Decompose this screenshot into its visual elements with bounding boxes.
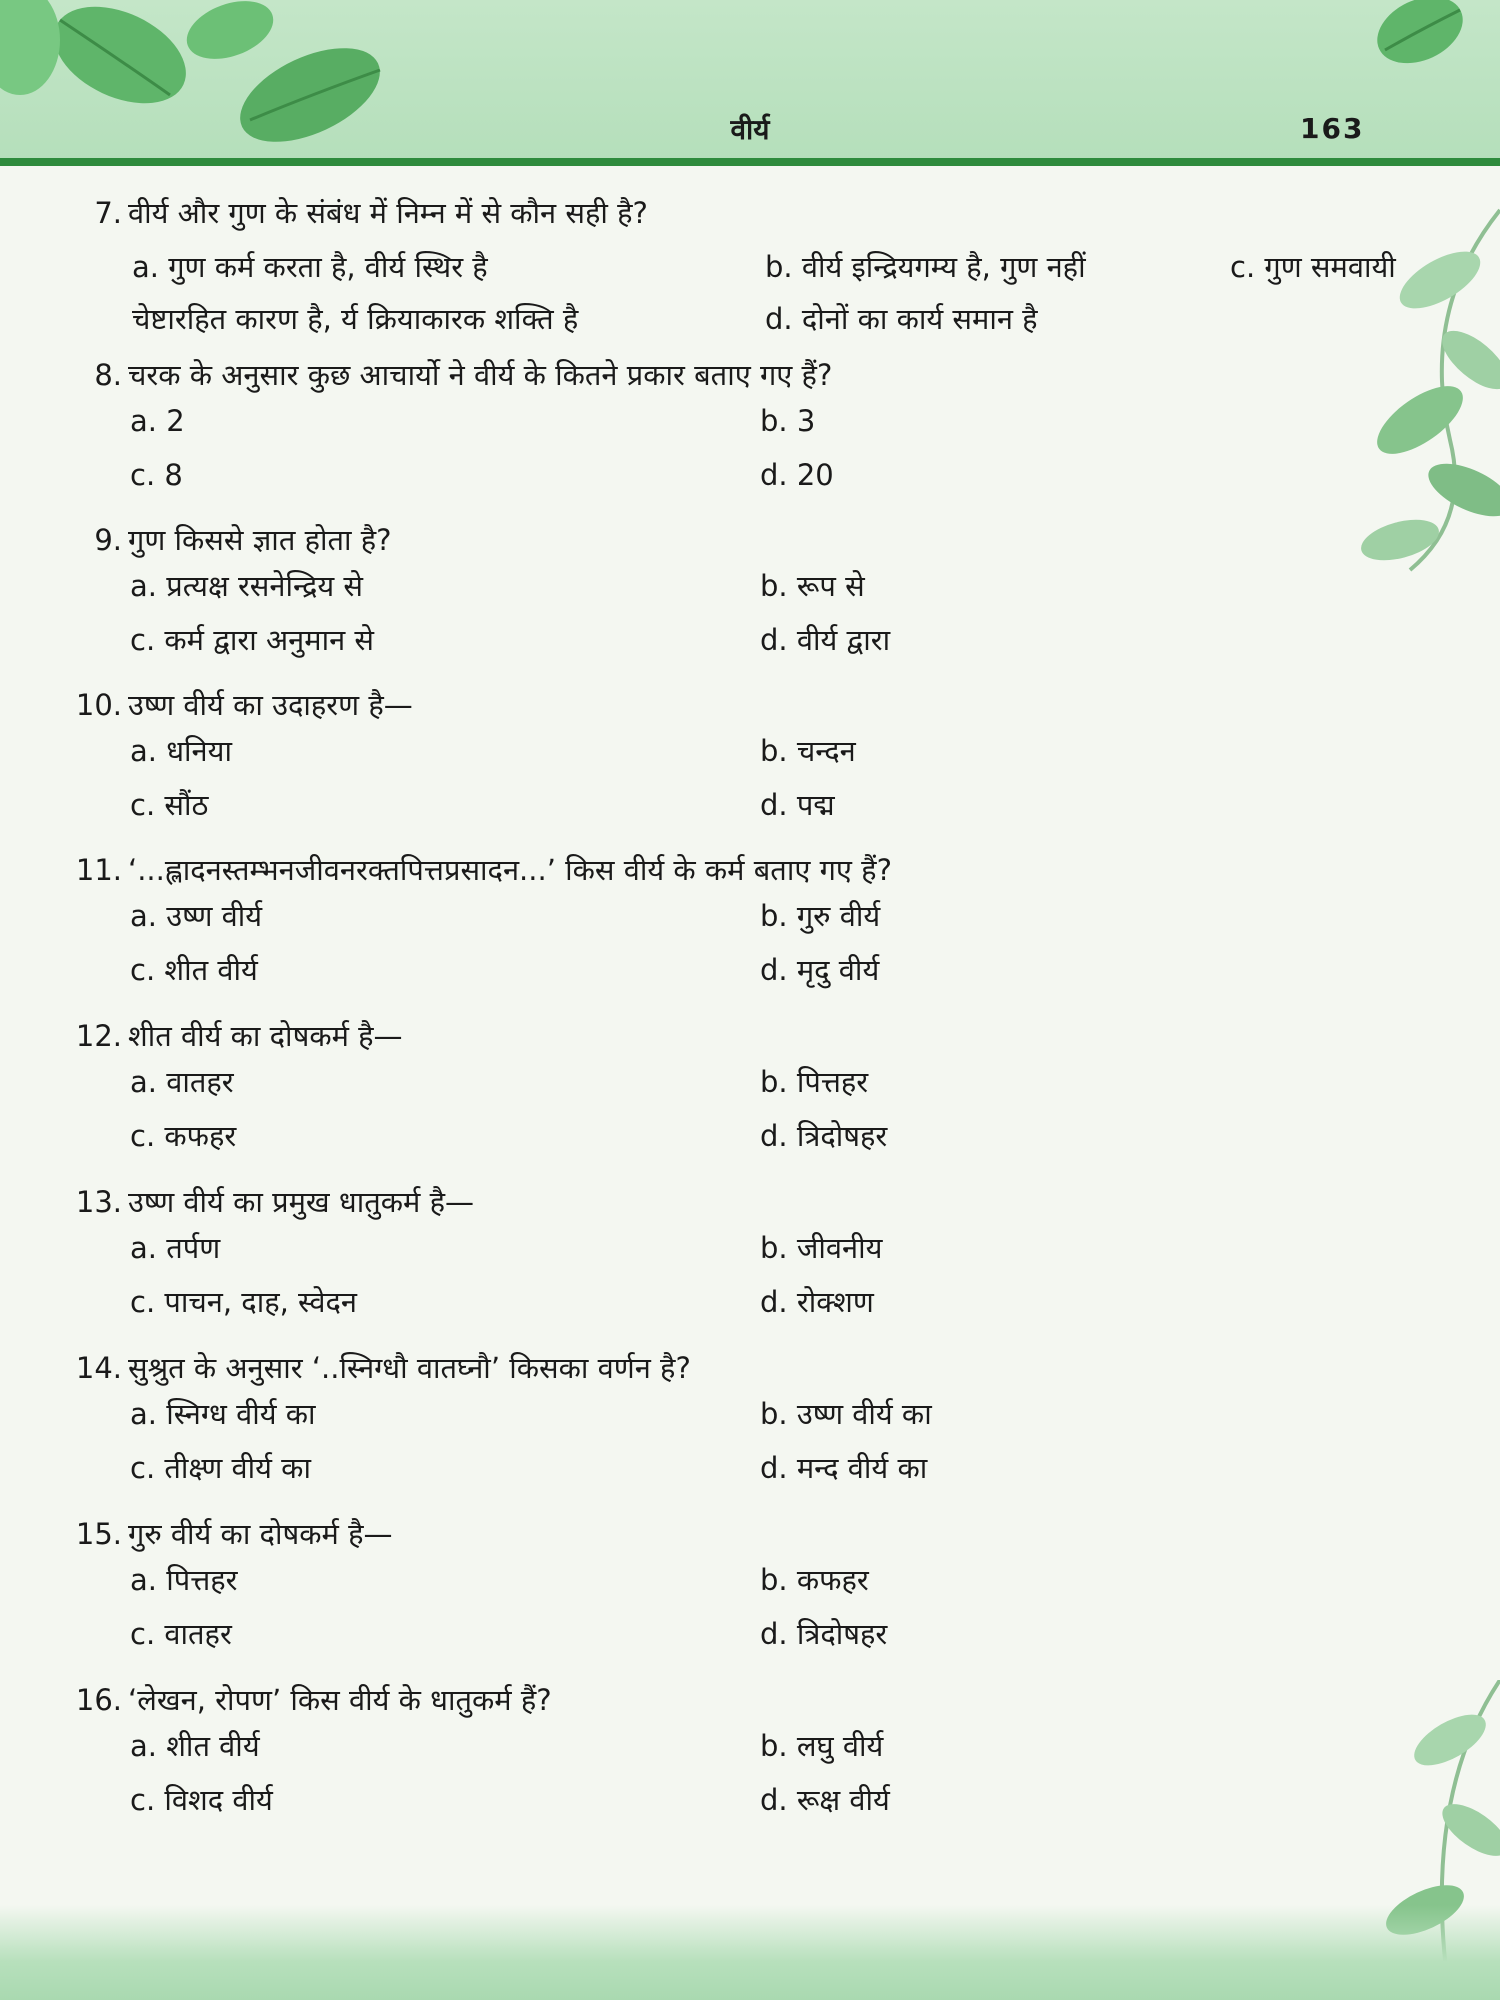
option-a: a. स्निग्ध वीर्य का — [130, 1397, 316, 1431]
option-b: b. गुरु वीर्य — [760, 899, 881, 933]
option-b: b. 3 — [760, 404, 816, 438]
option-d: d. पद्म — [760, 788, 835, 822]
option-a: a. शीत वीर्य — [130, 1729, 260, 1763]
question-text: सुश्रुत के अनुसार ‘..स्निग्धौ वातघ्नौ’ किसका वर्णन है? — [128, 1351, 691, 1385]
question-10 — [60, 685, 1390, 835]
option-c: c. विशद वीर्य — [130, 1783, 273, 1817]
question-number: 11. — [75, 853, 122, 887]
option-a: a. प्रत्यक्ष रसनेन्द्रिय से — [130, 569, 364, 603]
header-divider — [0, 158, 1500, 166]
option-b: b. लघु वीर्य — [760, 1729, 884, 1763]
question-number: 8. — [94, 358, 122, 392]
leaf-decoration-icon — [1360, 0, 1500, 80]
option-d: d. दोनों का कार्य समान है — [765, 302, 1038, 336]
option-a: a. उष्ण वीर्य — [130, 899, 263, 933]
question-number: 15. — [75, 1517, 122, 1551]
question-7 — [60, 193, 1396, 343]
question-8 — [60, 355, 1390, 505]
question-number: 13. — [75, 1185, 122, 1219]
question-number: 10. — [75, 688, 122, 722]
question-text: ‘...ह्लादनस्तम्भनजीवनरक्तपित्तप्रसादन...’ किस वीर्य के कर्म बताए गए हैं? — [128, 853, 892, 887]
option-d: d. 20 — [760, 458, 834, 492]
question-13 — [60, 1182, 1390, 1332]
question-text: उष्ण वीर्य का उदाहरण है— — [128, 688, 413, 722]
question-16 — [60, 1680, 1390, 1830]
option-a: a. 2 — [130, 404, 185, 438]
question-text: वीर्य और गुण के संबंध में निम्न में से कौन सही है? — [128, 196, 648, 230]
question-number: 9. — [94, 523, 122, 557]
option-c: c. गुण समवायी — [1230, 250, 1396, 284]
option-b: b. पित्तहर — [760, 1065, 869, 1099]
option-a: a. पित्तहर — [130, 1563, 238, 1597]
option-b: b. रूप से — [760, 569, 865, 603]
option-c: c. 8 — [130, 458, 183, 492]
option-b: b. जीवनीय — [760, 1231, 883, 1265]
question-text: उष्ण वीर्य का प्रमुख धातुकर्म है— — [128, 1185, 474, 1219]
option-a: a. वातहर — [130, 1065, 234, 1099]
option-c: c. शीत वीर्य — [130, 953, 258, 987]
option-c: c. तीक्ष्ण वीर्य का — [130, 1451, 311, 1485]
option-c: c. सौंठ — [130, 788, 209, 822]
question-number: 7. — [94, 196, 122, 230]
option-a: a. धनिया — [130, 734, 232, 768]
option-d: d. रूक्ष वीर्य — [760, 1783, 890, 1817]
option-c: c. पाचन, दाह, स्वेदन — [130, 1285, 357, 1319]
option-d: d. मृदु वीर्य — [760, 953, 880, 987]
question-number: 16. — [75, 1683, 122, 1717]
question-text: ‘लेखन, रोपण’ किस वीर्य के धातुकर्म हैं? — [128, 1683, 552, 1717]
question-12 — [60, 1016, 1390, 1166]
question-9 — [60, 520, 1390, 670]
chapter-title: वीर्य — [730, 113, 770, 146]
question-text: गुरु वीर्य का दोषकर्म है— — [128, 1517, 393, 1551]
question-15 — [60, 1514, 1390, 1664]
option-d: d. मन्द वीर्य का — [760, 1451, 928, 1485]
question-text: चरक के अनुसार कुछ आचार्यो ने वीर्य के कितने प्रकार बताए गए हैं? — [128, 358, 833, 392]
option-c-continued: चेष्टारहित कारण है, र्य क्रियाकारक शक्ति है — [132, 302, 579, 336]
option-d: d. त्रिदोषहर — [760, 1617, 888, 1651]
page-footer-band — [0, 1905, 1500, 2000]
question-text: शीत वीर्य का दोषकर्म है— — [128, 1019, 403, 1053]
page-number: 163 — [1300, 112, 1365, 145]
question-number: 14. — [75, 1351, 122, 1385]
question-11 — [60, 850, 1390, 1000]
question-14 — [60, 1348, 1390, 1498]
option-c: c. कफहर — [130, 1119, 237, 1153]
option-d: d. त्रिदोषहर — [760, 1119, 888, 1153]
option-c: c. कर्म द्वारा अनुमान से — [130, 623, 375, 657]
option-a: a. गुण कर्म करता है, वीर्य स्थिर है — [132, 250, 488, 284]
option-d: d. रोक्शण — [760, 1285, 874, 1319]
question-number: 12. — [75, 1019, 122, 1053]
option-d: d. वीर्य द्वारा — [760, 623, 891, 657]
option-b: b. वीर्य इन्द्रियगम्य है, गुण नहीं — [765, 250, 1086, 284]
question-text: गुण किससे ज्ञात होता है? — [128, 523, 392, 557]
option-b: b. कफहर — [760, 1563, 869, 1597]
option-a: a. तर्पण — [130, 1231, 221, 1265]
option-b: b. चन्दन — [760, 734, 856, 768]
option-c: c. वातहर — [130, 1617, 232, 1651]
option-b: b. उष्ण वीर्य का — [760, 1397, 932, 1431]
